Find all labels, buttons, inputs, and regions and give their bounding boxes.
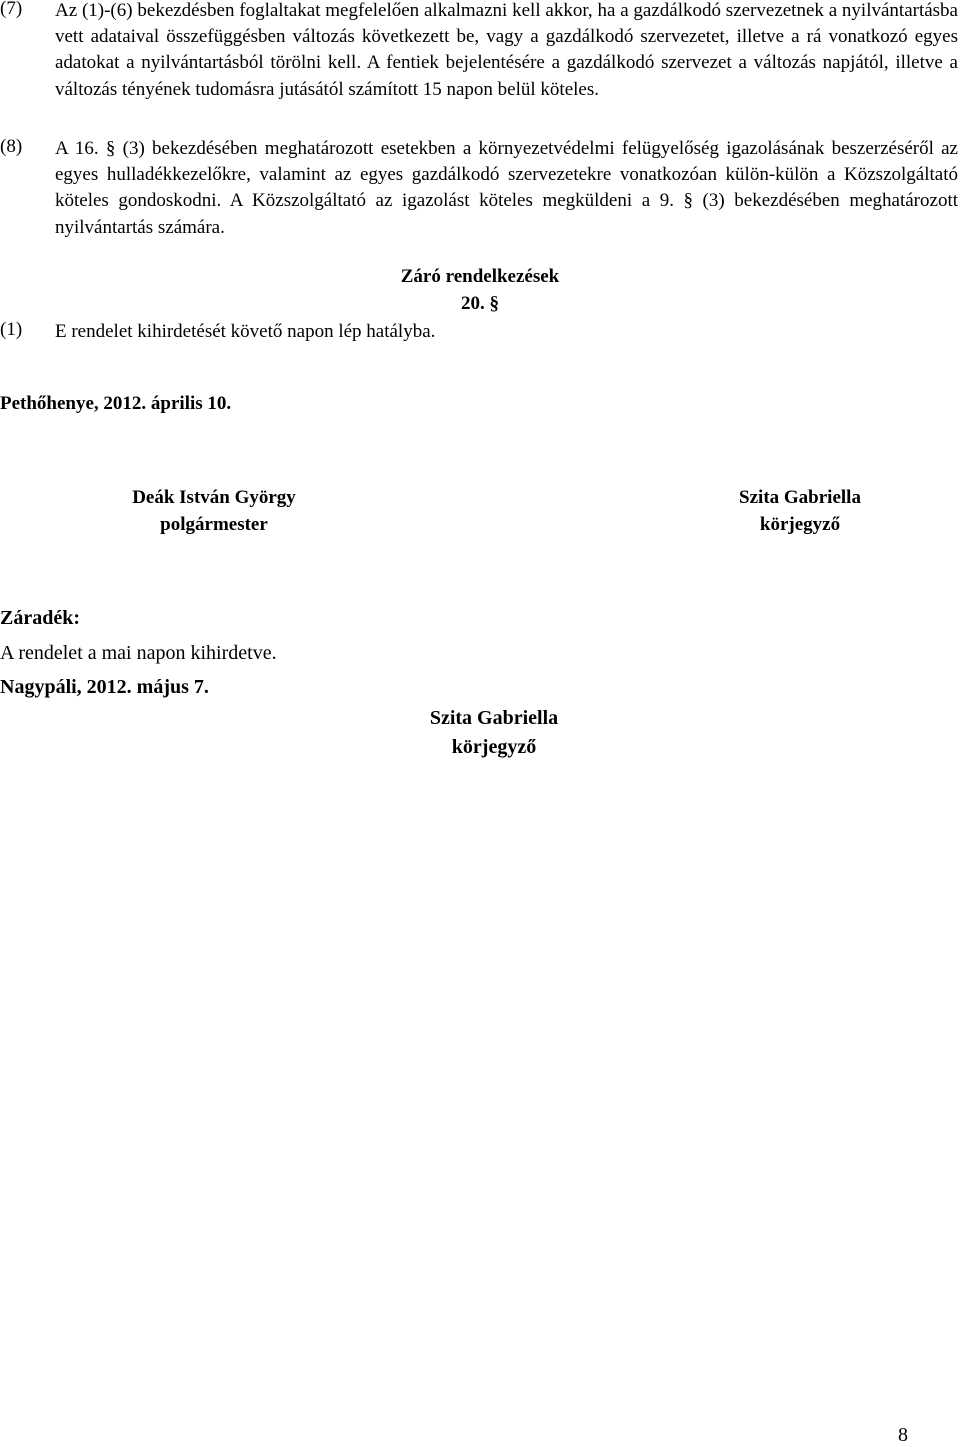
clause-signature bbox=[394, 704, 594, 762]
place-date: Pethőhenye, 2012. április 10. bbox=[0, 393, 232, 414]
closing-heading: Záró rendelkezések bbox=[400, 266, 560, 287]
page-number: 8 bbox=[898, 1424, 908, 1446]
signer-name: Szita Gabriella bbox=[429, 707, 559, 729]
clause-place-date: Nagypáli, 2012. május 7. bbox=[0, 676, 209, 698]
clause-text: A rendelet a mai napon kihirdetve. bbox=[0, 642, 277, 664]
signer-name: Szita Gabriella bbox=[739, 487, 861, 508]
signature-mayor bbox=[100, 484, 328, 538]
signer-name: Deák István György bbox=[132, 487, 296, 508]
paragraph-number: (7) bbox=[0, 0, 23, 19]
signer-title: polgármester bbox=[160, 514, 268, 535]
section-number: 20. § bbox=[461, 293, 499, 314]
paragraph-number: (8) bbox=[0, 136, 23, 157]
signature-notary bbox=[700, 484, 900, 538]
signer-title: körjegyző bbox=[759, 514, 841, 535]
clause-heading: Záradék: bbox=[0, 607, 80, 629]
paragraph-number: (1) bbox=[0, 319, 23, 340]
paragraph-text: Az (1)-(6) bekezdésben foglaltakat megfelelően alkalmazni kell akkor, ha a gazdálkodó szervezetnek a nyilvántartásba vett adataival összefüggésben változás következett be, vagy a gazdálkodó szervezetet, illetve a rá vonatkozó egyes adatokat a nyilvántartásból törölni kell. A fentiek bejelentésére a gazdálkodó szervezet a változás napjától, illetve a változás tényének tudomásra jutásától számított 15 napon belül köteles. bbox=[55, 0, 958, 100]
paragraph-text: A 16. § (3) bekezdésében meghatározott esetekben a környezetvédelmi felügyelőség igazolásának beszerzéséről az egyes hulladékkezelőkre, valamint az egyes gazdálkodó szervezetekre vonatkozóan külön-külön a Közszolgáltató köteles gondoskodni. A Közszolgáltató az igazolást köteles megküldeni a 9. § (3) bekezdésében meghatározott nyilvántartás számára. bbox=[55, 138, 958, 238]
paragraph-text: E rendelet kihirdetését követő napon lép hatályba. bbox=[55, 321, 436, 342]
signer-title: körjegyző bbox=[451, 736, 537, 758]
